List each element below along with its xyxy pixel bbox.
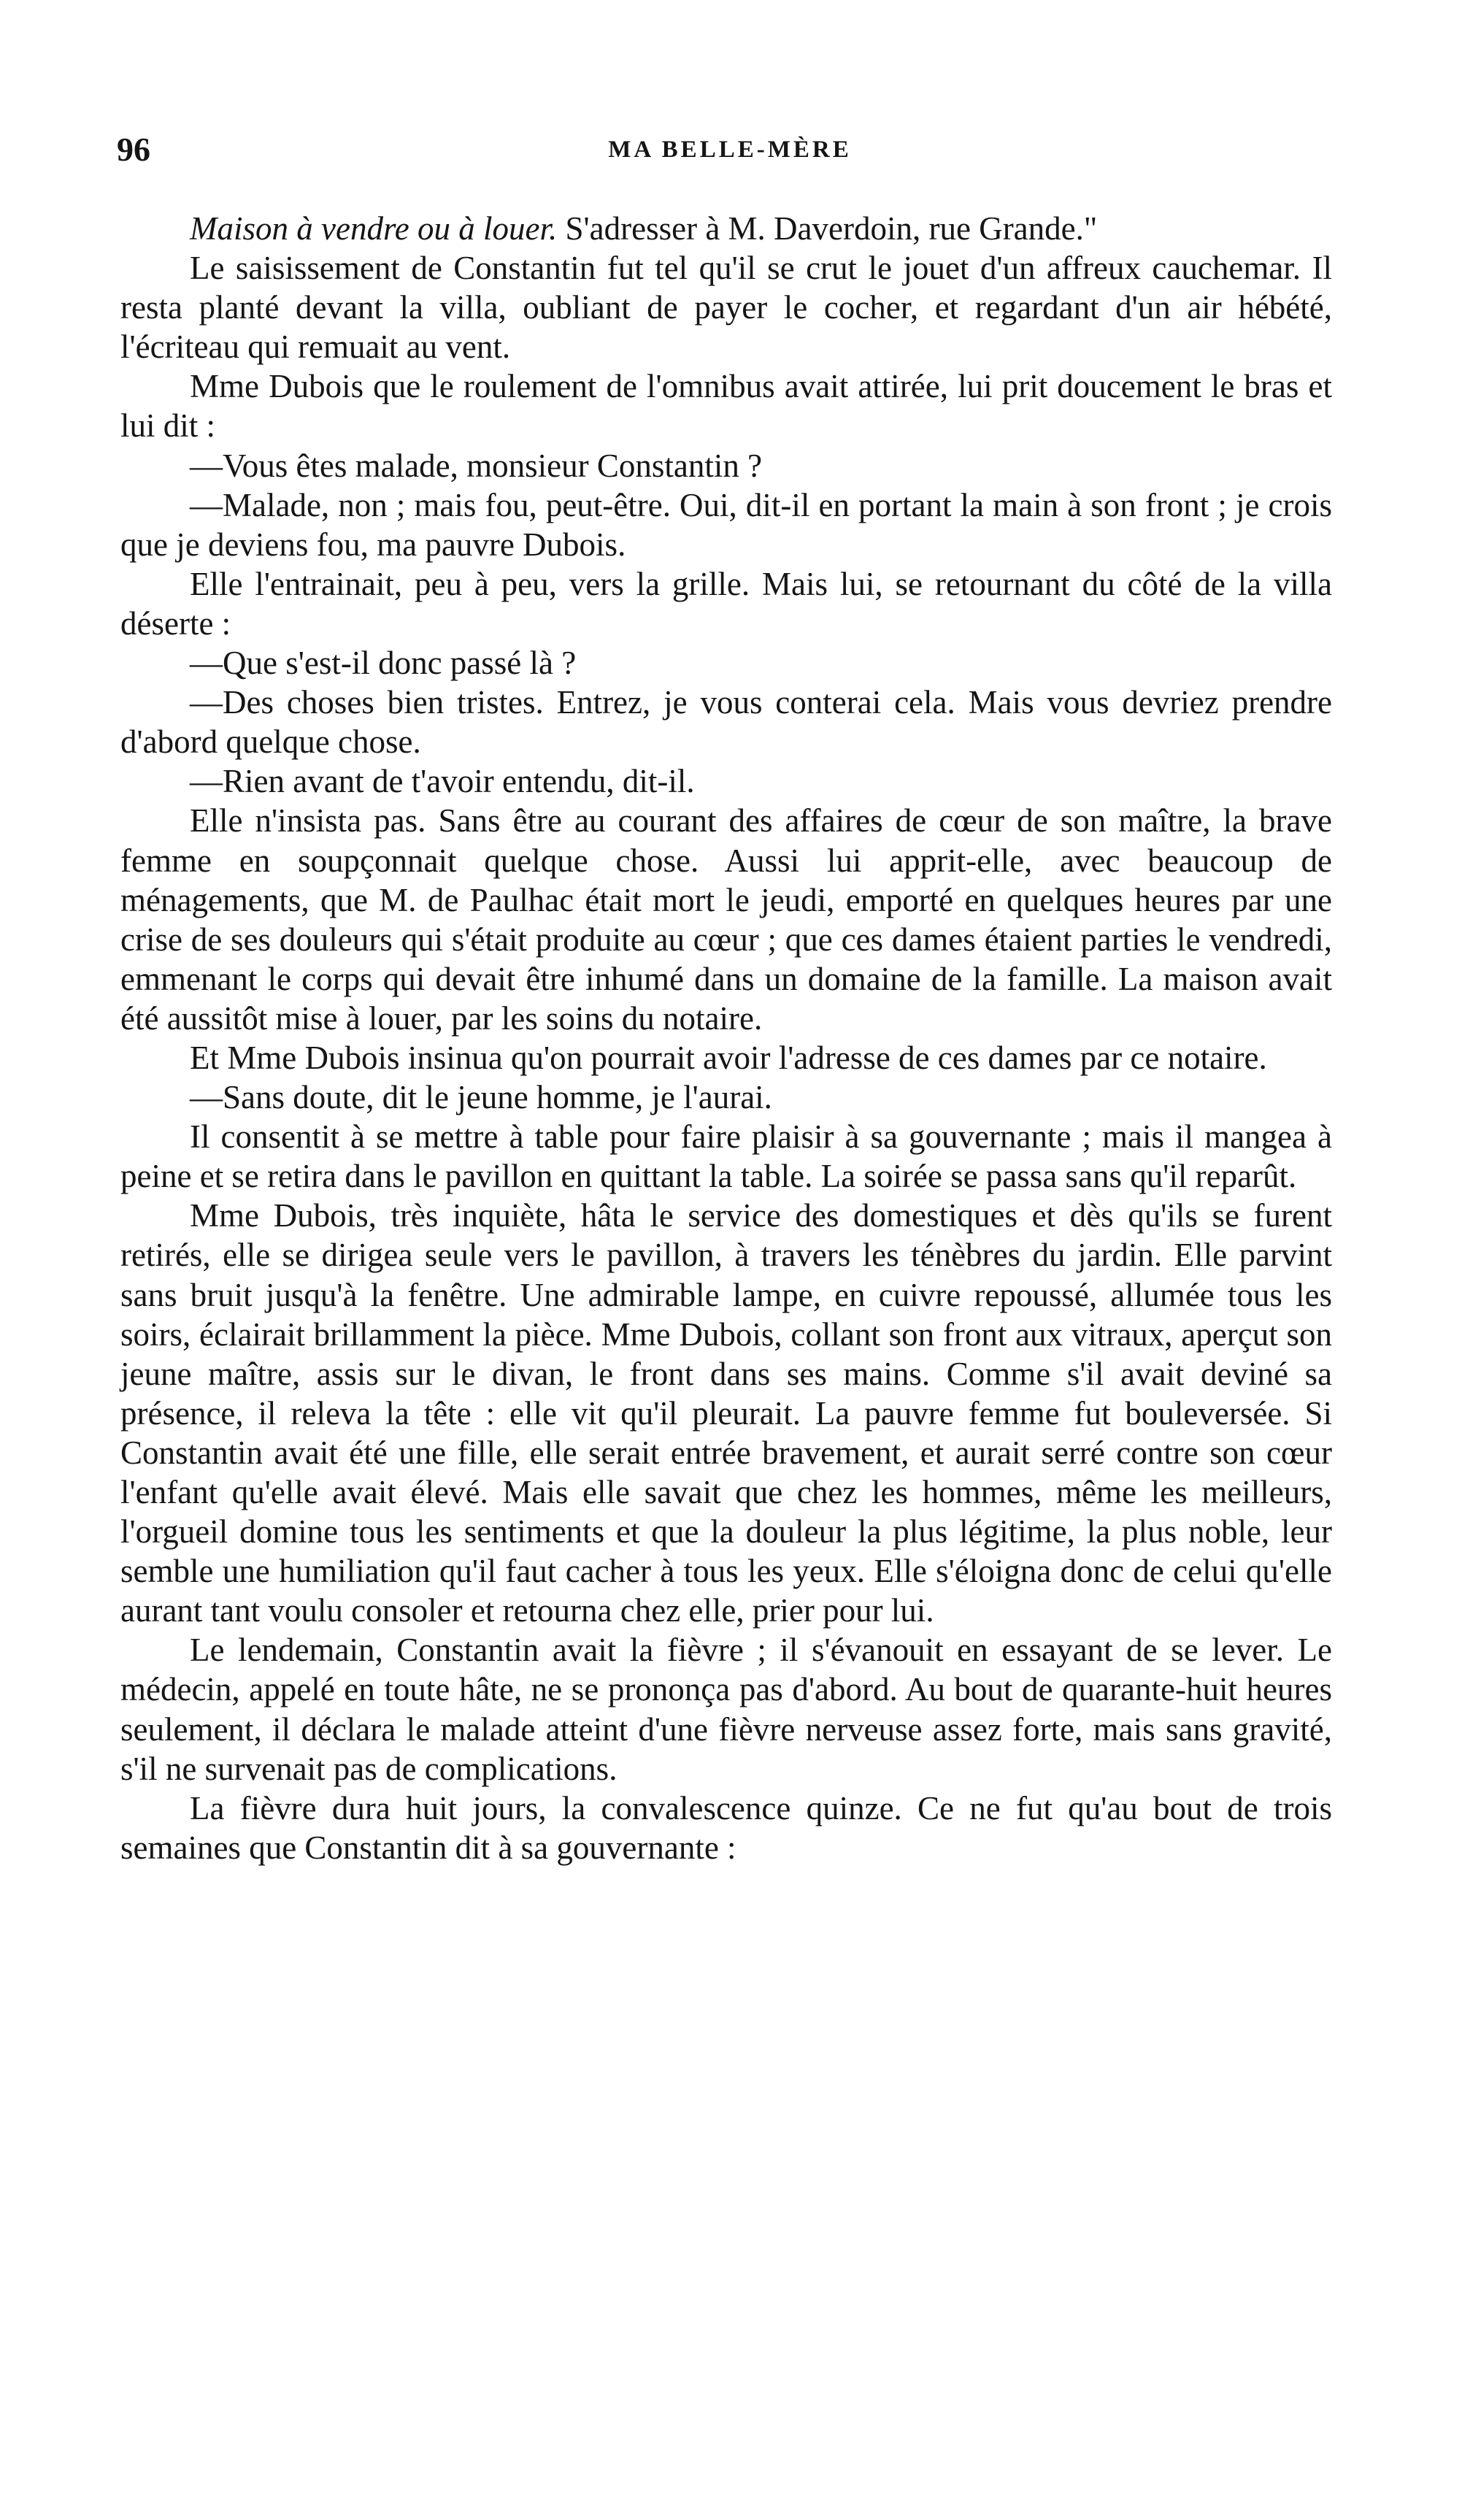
paragraph: —Vous êtes malade, monsieur Constantin ? (190, 447, 763, 484)
running-title: MA BELLE-MÈRE (608, 137, 852, 163)
paragraph: —Rien avant de t'avoir entendu, dit-il. (190, 763, 695, 800)
page-number: 96 (117, 131, 150, 168)
paragraph: —Des choses bien tristes. Entrez, je vous conterai cela. Mais vous devriez prendre d'abord quelque chose. (120, 684, 1332, 761)
paragraph: Il consentit à se mettre à table pour faire plaisir à sa gouvernante ; mais il mangea à peine et se retira dans le pavillon en quittant la table. La soirée se passa sans qu'il reparût. (120, 1118, 1332, 1195)
paragraph: Et Mme Dubois insinua qu'on pourrait avoir l'adresse de ces dames par ce notaire. (190, 1039, 1267, 1076)
paragraph: Le lendemain, Constantin avait la fièvre ; il s'évanouit en essayant de se lever. Le médecin, appelé en toute hâte, ne se prononça pas d'abord. Au bout de quarante-huit heures seulement, il déclara le malade atteint d'une fièvre nerveuse assez forte, mais sans gravité, s'il ne survenait pas de complications. (120, 1632, 1332, 1787)
paragraph-text: S'adresser à M. Daverdoin, rue Grande." (557, 210, 1098, 247)
paragraph: Mme Dubois, très inquiète, hâta le service des domestiques et dès qu'ils se furent retirés, elle se dirigea seule vers le pavillon, à travers les ténèbres du jardin. Elle parvint sans bruit jusqu'à la fenêtre. Une admirable lampe, en cuivre repoussé, allumée tous les soirs, éclairait brillamment la pièce. Mme Dubois, collant son front aux vitraux, aperçut son jeune maître, assis sur le divan, le front dans ses mains. Comme s'il avait deviné sa présence, il releva la tête : elle vit qu'il pleurait. La pauvre femme fut bouleversée. Si Constantin avait été une fille, elle serait entrée bravement, et aurait serré contre son cœur l'enfant qu'elle avait élevé. Mais elle savait que chez les hommes, même les meilleurs, l'orgueil domine tous les sentiments et que la douleur la plus légitime, la plus noble, leur semble une humiliation qu'il faut cacher à tous les yeux. Elle s'éloigna donc de celui qu'elle aurant tant voulu consoler et retourna chez elle, prier pour lui. (120, 1197, 1332, 1629)
paragraph: —Malade, non ; mais fou, peut-être. Oui, dit-il en portant la main à son front ; je crois que je deviens fou, ma pauvre Dubois. (120, 486, 1332, 563)
paragraph: —Que s'est-il donc passé là ? (190, 645, 577, 682)
paragraph: La fièvre dura huit jours, la convalescence quinze. Ce ne fut qu'au bout de trois semaines que Constantin dit à sa gouvernante : (120, 1789, 1332, 1866)
paragraph: Elle l'entrainait, peu à peu, vers la grille. Mais lui, se retournant du côté de la villa déserte : (120, 565, 1332, 642)
paragraph: Mme Dubois que le roulement de l'omnibus avait attirée, lui prit doucement le bras et lui dit : (120, 368, 1332, 445)
paragraph: Elle n'insista pas. Sans être au courant des affaires de cœur de son maître, la brave femme en soupçonnait quelque chose. Aussi lui apprit-elle, avec beaucoup de ménagements, que M. de Paulhac était mort le jeudi, emporté en quelques heures par une crise de ses douleurs qui s'était produite au cœur ; que ces dames étaient parties le vendredi, emmenant le corps qui devait être inhumé dans un domaine de la famille. La maison avait été aussitôt mise à louer, par les soins du notaire. (120, 802, 1332, 1037)
running-head (117, 128, 1343, 186)
body-text (120, 209, 1332, 1867)
paragraph (120, 209, 1332, 248)
paragraph: Le saisissement de Constantin fut tel qu'il se crut le jouet d'un affreux cauchemar. Il resta planté devant la villa, oubliant de payer le cocher, et regardant d'un air hébété, l'écriteau qui remuait au vent. (120, 250, 1332, 366)
paragraph: —Sans doute, dit le jeune homme, je l'aurai. (190, 1079, 772, 1116)
italic-sign-text: Maison à vendre ou à louer. (190, 210, 558, 247)
